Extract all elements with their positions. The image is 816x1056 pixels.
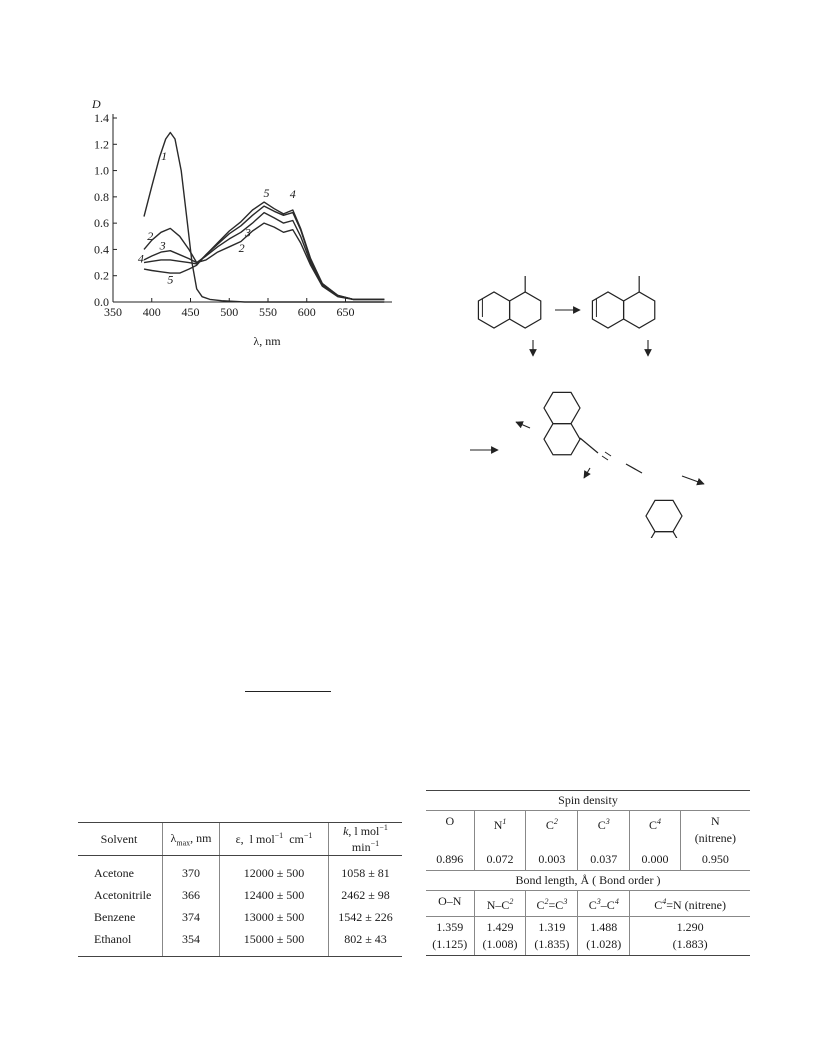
spin-density-bond-table <box>426 790 750 956</box>
header-rate-constant: k, l mol$^{-1}$ $\min^{-1}$ <box>329 823 403 856</box>
y-tick-label: 0.4 <box>94 242 109 257</box>
bond-order: (1.028) <box>586 937 622 951</box>
dimer-double-bond-a <box>602 456 608 460</box>
y-axis-label: D <box>92 97 101 111</box>
bond-length: 1.488 <box>590 920 618 934</box>
side-arrow-down <box>584 468 590 478</box>
bond-value-cell <box>474 917 526 956</box>
reaction-scheme-figure <box>430 268 730 538</box>
bond-length: 1.359 <box>436 920 464 934</box>
structure-2-ring-a <box>592 292 623 328</box>
table-row <box>78 856 402 885</box>
x-tick-label: 350 <box>104 305 122 319</box>
header-solvent: Solvent <box>78 823 163 856</box>
chart-series-labels <box>138 149 296 287</box>
y-tick-label: 1.2 <box>94 137 109 152</box>
y-tick-label: 1.4 <box>94 111 109 125</box>
spin-header-row <box>426 811 750 850</box>
bond-order: (1.125) <box>432 937 468 951</box>
footnote-rule <box>245 691 331 692</box>
cell-k: 1542 ± 226 <box>329 906 403 928</box>
spin-header-n1: $N^1$ <box>474 811 526 850</box>
y-tick-label: 1.0 <box>94 163 109 178</box>
side-arrow-up-left <box>516 422 530 428</box>
solvent-kinetics-table <box>78 822 402 957</box>
series-label-2: 2 <box>147 229 154 244</box>
bond-value-cell <box>526 917 578 956</box>
series-label-5: 5 <box>167 272 174 287</box>
bond-order: (1.883) <box>672 937 708 951</box>
bond-length: 1.319 <box>538 920 566 934</box>
series-label-3-peak: 3 <box>244 225 251 240</box>
cell-epsilon: 12000 ± 500 <box>220 856 329 885</box>
x-tick-label: 450 <box>181 305 200 319</box>
spin-density-title: Spin density <box>426 791 750 811</box>
spin-value: 0.003 <box>526 849 578 871</box>
cell-solvent: Benzene <box>94 909 136 924</box>
series-label-4: 4 <box>137 251 144 266</box>
cell-solvent: Ethanol <box>78 928 163 957</box>
structure-1-ring-a <box>478 292 509 328</box>
spin-value: 0.072 <box>474 849 526 871</box>
cell-k: 2462 ± 98 <box>329 884 403 906</box>
spin-values-row <box>426 849 750 871</box>
cell-epsilon: 15000 ± 500 <box>220 928 329 957</box>
table-row <box>78 906 402 928</box>
cell-epsilon: 13000 ± 500 <box>220 906 329 928</box>
cell-solvent: Acetonitrile <box>94 887 152 902</box>
y-tick-label: 0.2 <box>94 268 109 283</box>
structure-1-ring-b <box>510 292 541 328</box>
series-label-4-peak: 4 <box>289 187 296 202</box>
chart-series <box>144 133 384 303</box>
chart-axes <box>113 114 392 302</box>
bond-header-c3c4: $C^3-C^4$ <box>578 891 630 917</box>
bond-header-row <box>426 891 750 917</box>
spin-header-o: O <box>445 814 455 828</box>
series-line-5 <box>144 202 384 299</box>
series-label-5-peak: 5 <box>263 185 270 200</box>
cell-k: 1058 ± 81 <box>329 856 403 885</box>
spin-value: 0.896 <box>426 849 474 871</box>
bond-header-c2c3: $C^2=C^3$ <box>526 891 578 917</box>
bond-length: 1.290 <box>676 920 704 934</box>
x-tick-label: 600 <box>297 305 316 319</box>
spin-density-title-row <box>426 791 750 811</box>
cell-lambda: 354 <box>163 928 220 957</box>
cell-lambda: 370 <box>163 856 220 885</box>
dimer-right-ring-a <box>646 500 682 531</box>
absorption-spectrum-chart <box>80 88 400 350</box>
header-epsilon: ε, l mol$^{-1}$ $cm^{-1}$ <box>220 823 329 856</box>
cell-solvent: Acetone <box>94 865 134 880</box>
dimer-bond-left <box>580 438 598 453</box>
y-tick-label: 0.8 <box>94 189 109 204</box>
bond-header-nc2: $N-C^2$ <box>474 891 526 917</box>
series-line-1 <box>144 133 384 303</box>
bond-header-c4n: $C^4=N$ (nitrene) <box>630 891 750 917</box>
series-label-3: 3 <box>159 238 166 253</box>
bond-order: (1.835) <box>534 937 570 951</box>
series-line-4 <box>144 206 384 299</box>
cell-lambda: 366 <box>163 884 220 906</box>
cell-epsilon: 12400 ± 500 <box>220 884 329 906</box>
spin-header-c3: $C^3$ <box>578 811 630 850</box>
bond-value-cell <box>578 917 630 956</box>
table-row <box>78 928 402 957</box>
side-arrow-right <box>682 476 704 484</box>
series-line-3 <box>144 213 384 300</box>
y-tick-label: 0.0 <box>94 295 109 309</box>
spin-header-nitrene: N (nitrene) <box>680 811 750 850</box>
chart-ticks <box>94 111 355 319</box>
cell-k: 802 ± 43 <box>329 928 403 957</box>
series-label-2-peak: 2 <box>238 241 245 256</box>
x-tick-label: 400 <box>142 305 161 319</box>
spin-header-c2: $C^2$ <box>526 811 578 850</box>
bond-length: 1.429 <box>486 920 514 934</box>
bond-values-row <box>426 917 750 956</box>
spin-value: 0.037 <box>578 849 630 871</box>
dimer-bond-right <box>626 464 642 473</box>
spin-value: 0.000 <box>630 849 680 871</box>
spin-value: 0.950 <box>680 849 750 871</box>
dimer-left-ring-b <box>544 424 580 455</box>
x-axis-label: λ, nm <box>253 334 281 348</box>
header-lambda-max: $\lambda_{max}$, nm <box>163 823 220 856</box>
bond-title: Bond length, Å ( Bond order ) <box>426 871 750 891</box>
dimer-right-ring-b <box>646 532 682 538</box>
series-label-1: 1 <box>161 149 168 164</box>
cell-lambda: 374 <box>163 906 220 928</box>
x-tick-label: 650 <box>336 305 355 319</box>
bond-value-cell <box>426 917 474 956</box>
x-tick-label: 550 <box>259 305 277 319</box>
table-header-row <box>78 823 402 856</box>
structure-2-ring-b <box>624 292 655 328</box>
bond-order: (1.008) <box>482 937 518 951</box>
dimer-left-ring-a <box>544 392 580 423</box>
bond-value-cell <box>630 917 750 956</box>
x-tick-label: 500 <box>220 305 239 319</box>
table-row <box>78 884 402 906</box>
bond-header-on: O–N <box>426 891 474 917</box>
spin-header-c4: $C^4$ <box>630 811 680 850</box>
y-tick-label: 0.6 <box>94 216 109 231</box>
bond-title-row <box>426 871 750 891</box>
dimer-double-bond-b <box>605 452 611 456</box>
